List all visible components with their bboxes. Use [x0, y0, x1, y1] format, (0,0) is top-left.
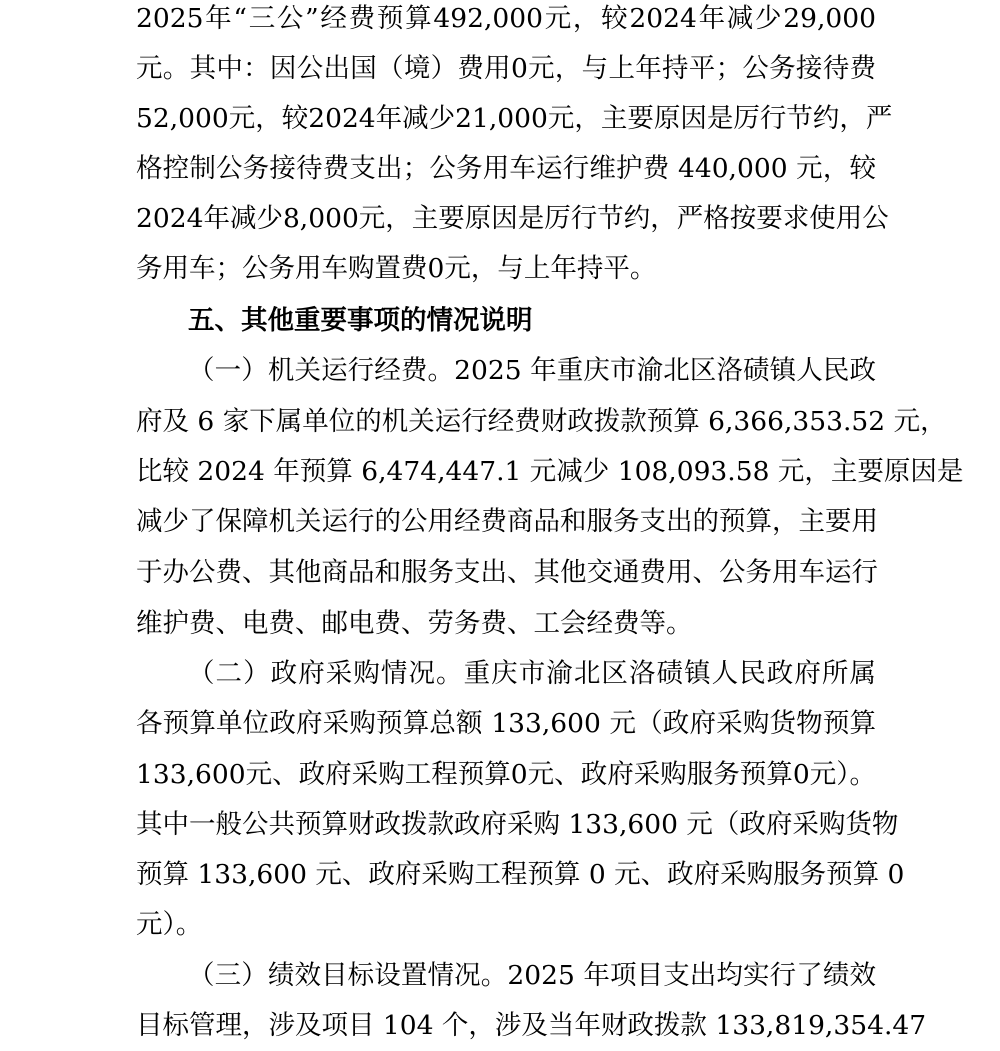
section-heading: 五、其他重要事项的情况说明 — [188, 305, 533, 336]
paragraph-line: 其中一般公共预算财政拨款政府采购 133,600 元（政府采购货物 — [136, 809, 899, 840]
paragraph-line: 目标管理，涉及项目 104 个，涉及当年财政拨款 133,819,354.47 — [136, 1010, 927, 1041]
paragraph-line: 维护费、电费、邮电费、劳务费、工会经费等。 — [136, 608, 693, 639]
paragraph-line: 133,600元、政府采购工程预算0元、政府采购服务预算0元）。 — [136, 759, 876, 790]
paragraph-line: 格控制公务接待费支出；公务用车运行维护费 440,000 元，较 — [136, 153, 876, 184]
paragraph-line: 比较 2024 年预算 6,474,447.1 元减少 108,093.58 元，主要原因是 — [136, 456, 964, 487]
paragraph-line: 于办公费、其他商品和服务支出、其他交通费用、公务用车运行 — [136, 557, 878, 588]
paragraph-line: 2025年“三公”经费预算492,000元，较2024年减少29,000 — [136, 3, 876, 34]
paragraph-line: 减少了保障机关运行的公用经费商品和服务支出的预算，主要用 — [136, 506, 878, 537]
paragraph-line: 各预算单位政府采购预算总额 133,600 元（政府采购货物预算 — [136, 708, 876, 739]
paragraph-line: 元）。 — [136, 909, 203, 940]
paragraph-line: 元。其中：因公出国（境）费用0元，与上年持平；公务接待费 — [136, 53, 876, 84]
paragraph-line: （三）绩效目标设置情况。2025 年项目支出均实行了绩效 — [188, 960, 876, 991]
paragraph-line: 府及 6 家下属单位的机关运行经费财政拨款预算 6,366,353.52 元， — [136, 406, 947, 437]
paragraph-line: 预算 133,600 元、政府采购工程预算 0 元、政府采购服务预算 0 — [136, 859, 905, 890]
paragraph-line: （一）机关运行经费。2025 年重庆市渝北区洛碛镇人民政 — [188, 355, 876, 386]
paragraph-line: 52,000元，较2024年减少21,000元，主要原因是厉行节约，严 — [136, 103, 893, 134]
paragraph-line: 务用车；公务用车购置费0元，与上年持平。 — [136, 253, 657, 284]
paragraph-line: （二）政府采购情况。重庆市渝北区洛碛镇人民政府所属 — [188, 658, 876, 689]
paragraph-line: 2024年减少8,000元，主要原因是厉行节约，严格按要求使用公 — [136, 203, 889, 234]
